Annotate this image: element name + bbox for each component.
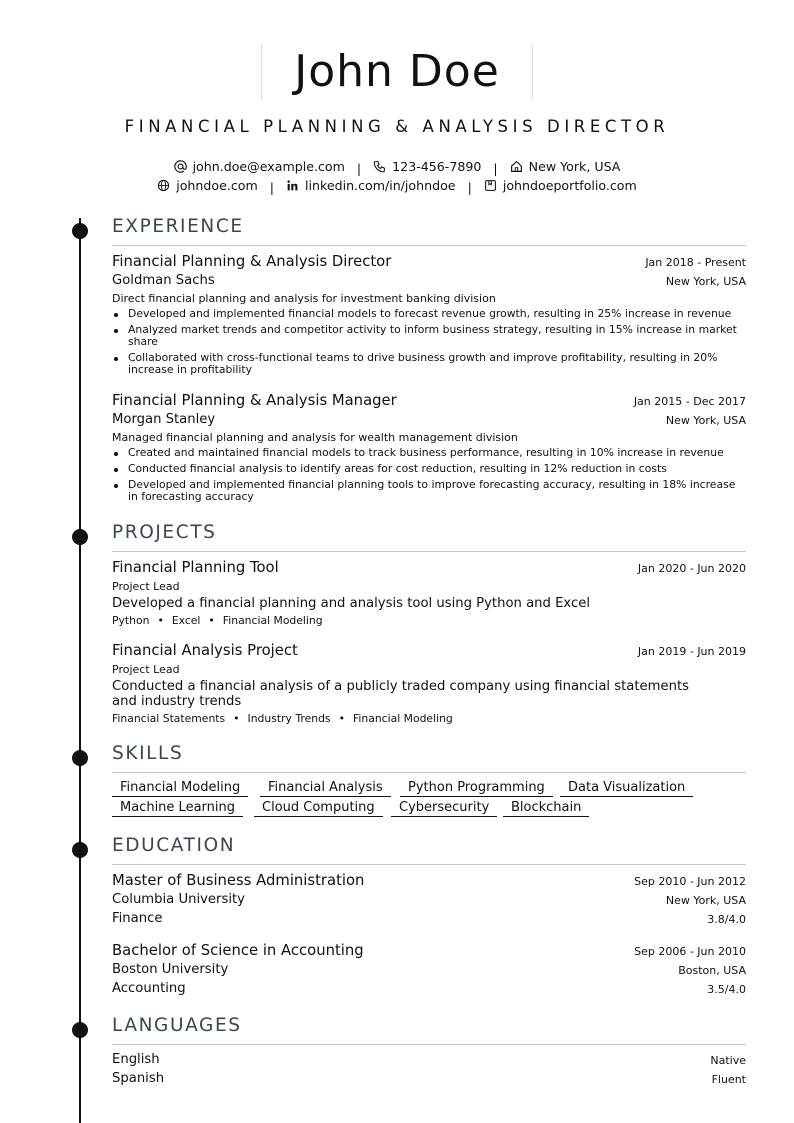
education-dates: Sep 2010 - Jun 2012 <box>634 875 746 888</box>
section-title-experience: EXPERIENCE <box>112 216 244 237</box>
bullet-item: Developed and implemented financial planning tools to improve forecasting accuracy, resulting in 18% increase in forecasting accuracy <box>112 479 742 503</box>
bullet-item: Collaborated with cross-functional teams to drive business growth and improve profitability, resulting in 20% increase in profitability <box>112 352 742 376</box>
education-school: Columbia University <box>112 892 245 907</box>
education-dates: Sep 2006 - Jun 2010 <box>634 945 746 958</box>
education-degree: Bachelor of Science in Accounting <box>112 942 364 959</box>
language-name: English <box>112 1052 160 1067</box>
education-location: New York, USA <box>665 894 746 907</box>
timeline-line <box>79 218 81 1123</box>
job-title: FINANCIAL PLANNING & ANALYSIS DIRECTOR <box>124 117 670 136</box>
skill-tag: Blockchain <box>503 800 589 817</box>
portfolio-icon <box>484 179 497 192</box>
experience-company: Morgan Stanley <box>112 412 216 427</box>
experience-dates: Jan 2015 - Dec 2017 <box>633 395 746 408</box>
experience-role: Financial Planning & Analysis Director <box>112 253 392 270</box>
section-divider <box>112 1044 746 1045</box>
bullet-item: Conducted financial analysis to identify areas for cost reduction, resulting in 12% reduction in costs <box>112 463 742 475</box>
section-divider <box>112 551 746 552</box>
tag-separator: • <box>157 614 164 627</box>
experience-bullets <box>112 447 742 507</box>
project-description: Developed a financial planning and analysis tool using Python and Excel <box>112 596 591 611</box>
timeline-dot-projects <box>72 529 88 545</box>
separator: | <box>493 161 498 176</box>
section-divider <box>112 245 746 246</box>
project-dates: Jan 2020 - Jun 2020 <box>637 562 746 575</box>
education-gpa: 3.8/4.0 <box>707 913 746 926</box>
project-tag: Python <box>112 614 150 627</box>
project-tag: Financial Modeling <box>352 712 453 725</box>
experience-bullets <box>112 308 742 380</box>
skill-tag: Machine Learning <box>112 800 243 817</box>
project-name: Financial Planning Tool <box>112 559 279 576</box>
section-title-projects: PROJECTS <box>112 522 217 543</box>
project-tag: Industry Trends <box>247 712 331 725</box>
project-description: Conducted a financial analysis of a publicly traded company using financial statements and industry trends <box>112 679 690 709</box>
section-title-languages: LANGUAGES <box>112 1015 242 1036</box>
contact-linkedin[interactable]: linkedin.com/in/johndoe <box>286 178 456 193</box>
contact-email[interactable]: john.doe@example.com <box>174 159 345 174</box>
bullet-item: Analyzed market trends and competitor activity to inform business strategy, resulting in 15% increase in market share <box>112 324 742 348</box>
timeline-dot-experience <box>72 223 88 239</box>
bullet-item: Created and maintained financial models to track business performance, resulting in 10% increase in revenue <box>112 447 742 459</box>
home-icon <box>510 160 523 173</box>
education-field: Accounting <box>112 981 186 996</box>
skill-tag: Python Programming <box>400 780 553 797</box>
experience-company: Goldman Sachs <box>112 273 215 288</box>
education-field: Finance <box>112 911 163 926</box>
experience-location: New York, USA <box>665 414 746 427</box>
language-level: Fluent <box>711 1073 746 1086</box>
name-header <box>0 44 794 100</box>
contact-portfolio[interactable]: johndoeportfolio.com <box>484 178 637 193</box>
skill-tag: Cloud Computing <box>254 800 383 817</box>
experience-dates: Jan 2018 - Present <box>645 256 746 269</box>
section-divider <box>112 864 746 865</box>
tag-separator: • <box>233 712 240 725</box>
timeline-dot-languages <box>72 1022 88 1038</box>
project-dates: Jan 2019 - Jun 2019 <box>637 645 746 658</box>
experience-summary: Managed financial planning and analysis for wealth management division <box>112 431 518 444</box>
experience-summary: Direct financial planning and analysis for investment banking division <box>112 292 496 305</box>
education-location: Boston, USA <box>678 964 746 977</box>
project-tag: Financial Modeling <box>222 614 323 627</box>
tag-separator: • <box>208 614 215 627</box>
section-title-skills: SKILLS <box>112 743 184 764</box>
skill-tag: Financial Analysis <box>260 780 391 797</box>
experience-role: Financial Planning & Analysis Manager <box>112 392 397 409</box>
project-role: Project Lead <box>112 663 180 676</box>
project-tag: Financial Statements <box>112 712 226 725</box>
skill-tag: Cybersecurity <box>391 800 497 817</box>
education-degree: Master of Business Administration <box>112 872 365 889</box>
skill-tag: Financial Modeling <box>112 780 248 797</box>
contact-website[interactable]: johndoe.com <box>157 178 258 193</box>
separator: | <box>356 161 362 176</box>
contact-row-2 <box>0 178 794 195</box>
linkedin-icon <box>286 179 299 192</box>
section-title-education: EDUCATION <box>112 835 236 856</box>
language-level: Native <box>710 1054 746 1067</box>
education-school: Boston University <box>112 962 229 977</box>
timeline-dot-education <box>72 842 88 858</box>
skills-list <box>112 780 746 820</box>
experience-location: New York, USA <box>665 275 746 288</box>
tag-separator: • <box>338 712 345 725</box>
contact-phone[interactable]: 123-456-7890 <box>373 159 481 174</box>
project-role: Project Lead <box>112 580 180 593</box>
separator: | <box>467 180 472 195</box>
separator: | <box>269 180 274 195</box>
bullet-item: Developed and implemented financial models to forecast revenue growth, resulting in 25% increase in revenue <box>112 308 742 320</box>
at-icon <box>174 160 187 173</box>
project-name: Financial Analysis Project <box>112 642 298 659</box>
project-tags <box>112 712 746 725</box>
language-name: Spanish <box>112 1071 165 1086</box>
globe-icon <box>157 179 170 192</box>
project-tag: Excel <box>171 614 201 627</box>
project-tags <box>112 614 746 627</box>
contact-row-1 <box>0 159 794 176</box>
skill-tag: Data Visualization <box>560 780 693 797</box>
phone-icon <box>373 160 386 173</box>
timeline-dot-skills <box>72 750 88 766</box>
education-gpa: 3.5/4.0 <box>707 983 746 996</box>
full-name: John Doe <box>261 44 533 100</box>
section-divider <box>112 772 746 773</box>
contact-location: New York, USA <box>510 159 621 174</box>
